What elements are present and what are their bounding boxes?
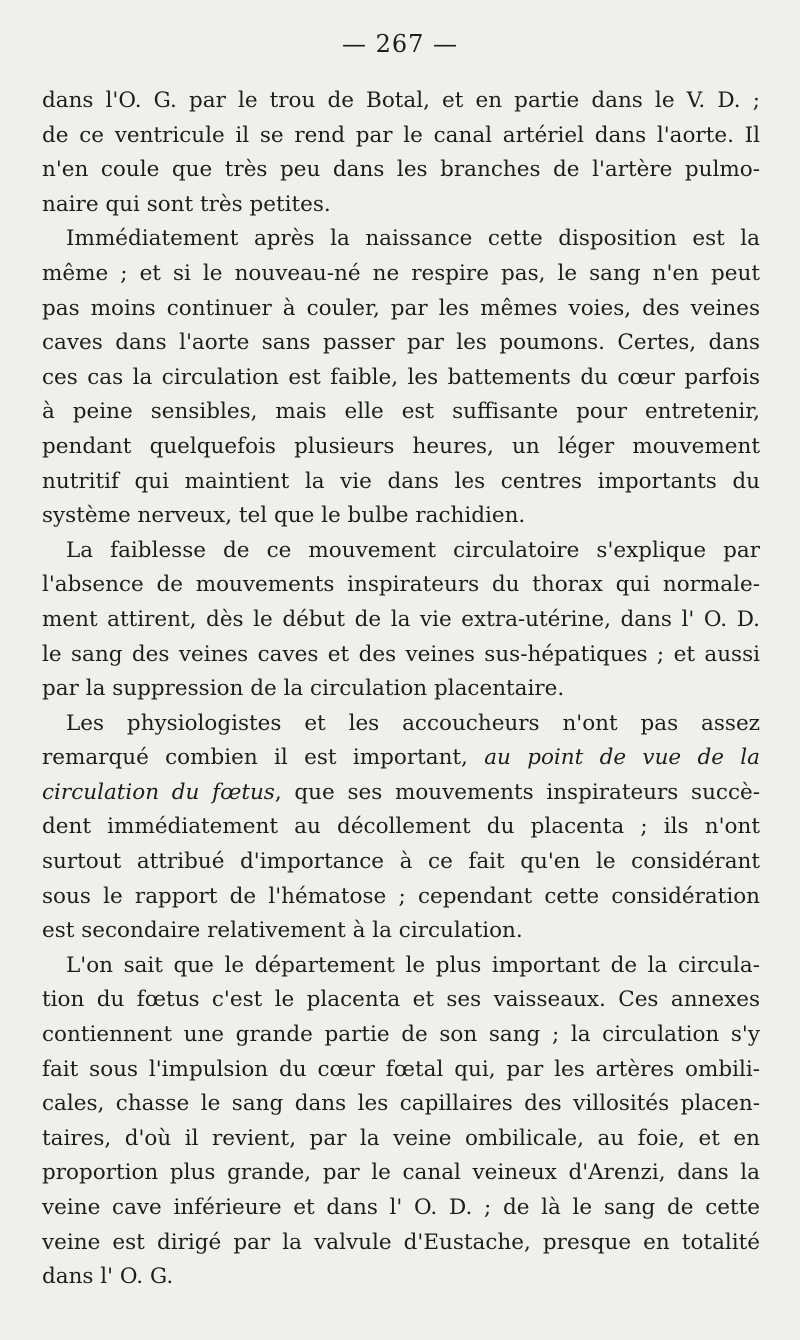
- paragraph: [42, 949, 760, 1295]
- text-line: est secondaire relativement à la circulation.: [42, 918, 523, 944]
- text-line: pendant quelquefois plusieurs heures, un léger mouvement: [42, 433, 760, 459]
- italic-phrase: circulation du fœtus: [42, 779, 275, 805]
- page-number: — 267 —: [341, 30, 459, 58]
- text-line: sous le rapport de l'hématose ; cependant cette considération: [42, 883, 760, 909]
- text-line: dans l' O. G.: [42, 1264, 174, 1290]
- text-line: L'on sait que le département le plus important de la circula-: [66, 952, 760, 978]
- text-line: Immédiatement après la naissance cette disposition est la: [66, 226, 760, 252]
- text-line: dans l'O. G. par le trou de Botal, et en partie dans le V. D. ;: [42, 88, 760, 113]
- text-line: système nerveux, tel que le bulbe rachidien.: [42, 503, 526, 529]
- text-line: Les physiologistes et les accoucheurs n'ont pas assez: [66, 710, 760, 736]
- text-line: surtout attribué d'importance à ce fait qu'en le considérant: [42, 849, 760, 875]
- text-line: naire qui sont très petites.: [42, 191, 331, 217]
- text-line: La faiblesse de ce mouvement circulatoire s'explique par: [66, 537, 760, 563]
- paragraph: [42, 534, 760, 707]
- text-line: nutritif qui maintient la vie dans les centres importants du: [42, 468, 760, 494]
- italic-phrase: au point de vue de la: [484, 745, 760, 771]
- text-line: par la suppression de la circulation placentaire.: [42, 676, 565, 702]
- body-text: [42, 84, 760, 1295]
- text-line: taires, d'où il revient, par la veine ombilicale, au foie, et en: [42, 1125, 760, 1151]
- paragraph: [42, 707, 760, 949]
- text-segment: remarqué combien il est important,: [42, 745, 468, 771]
- paragraph: [42, 222, 760, 533]
- text-line: à peine sensibles, mais elle est suffisante pour entretenir,: [42, 399, 760, 425]
- text-line: fait sous l'impulsion du cœur fœtal qui, par les artères ombili-: [42, 1056, 760, 1082]
- text-line: ces cas la circulation est faible, les battements du cœur parfois: [42, 364, 760, 390]
- text-line: caves dans l'aorte sans passer par les poumons. Certes, dans: [42, 330, 760, 356]
- text-line: même ; et si le nouveau-né ne respire pas, le sang n'en peut: [42, 260, 760, 286]
- text-line: contiennent une grande partie de son sang ; la circulation s'y: [42, 1022, 760, 1048]
- text-line: cales, chasse le sang dans les capillaires des villosités placen-: [42, 1091, 760, 1117]
- text-line: n'en coule que très peu dans les branches de l'artère pulmo-: [42, 157, 760, 183]
- text-line: le sang des veines caves et des veines sus-hépatiques ; et aussi: [42, 641, 760, 667]
- text-line: proportion plus grande, par le canal veineux d'Arenzi, dans la: [42, 1160, 760, 1186]
- text-line: dent immédiatement au décollement du placenta ; ils n'ont: [42, 814, 760, 840]
- text-line: l'absence de mouvements inspirateurs du thorax qui normale-: [42, 572, 760, 598]
- text-line: de ce ventricule il se rend par le canal artériel dans l'aorte. Il: [42, 122, 760, 148]
- text-line: tion du fœtus c'est le placenta et ses vaisseaux. Ces annexes: [42, 987, 760, 1013]
- text-line: pas moins continuer à couler, par les mêmes voies, des veines: [42, 295, 760, 321]
- text-line: veine est dirigé par la valvule d'Eustache, presque en totalité: [42, 1229, 760, 1255]
- paragraph: [42, 84, 760, 222]
- text-line: [42, 741, 760, 776]
- text-line: veine cave inférieure et dans l' O. D. ; de là le sang de cette: [42, 1195, 760, 1220]
- text-line: [42, 776, 760, 811]
- text-line: ment attirent, dès le début de la vie extra-utérine, dans l' O. D.: [42, 606, 760, 632]
- text-segment: , que ses mouvements inspirateurs succè-: [274, 779, 760, 805]
